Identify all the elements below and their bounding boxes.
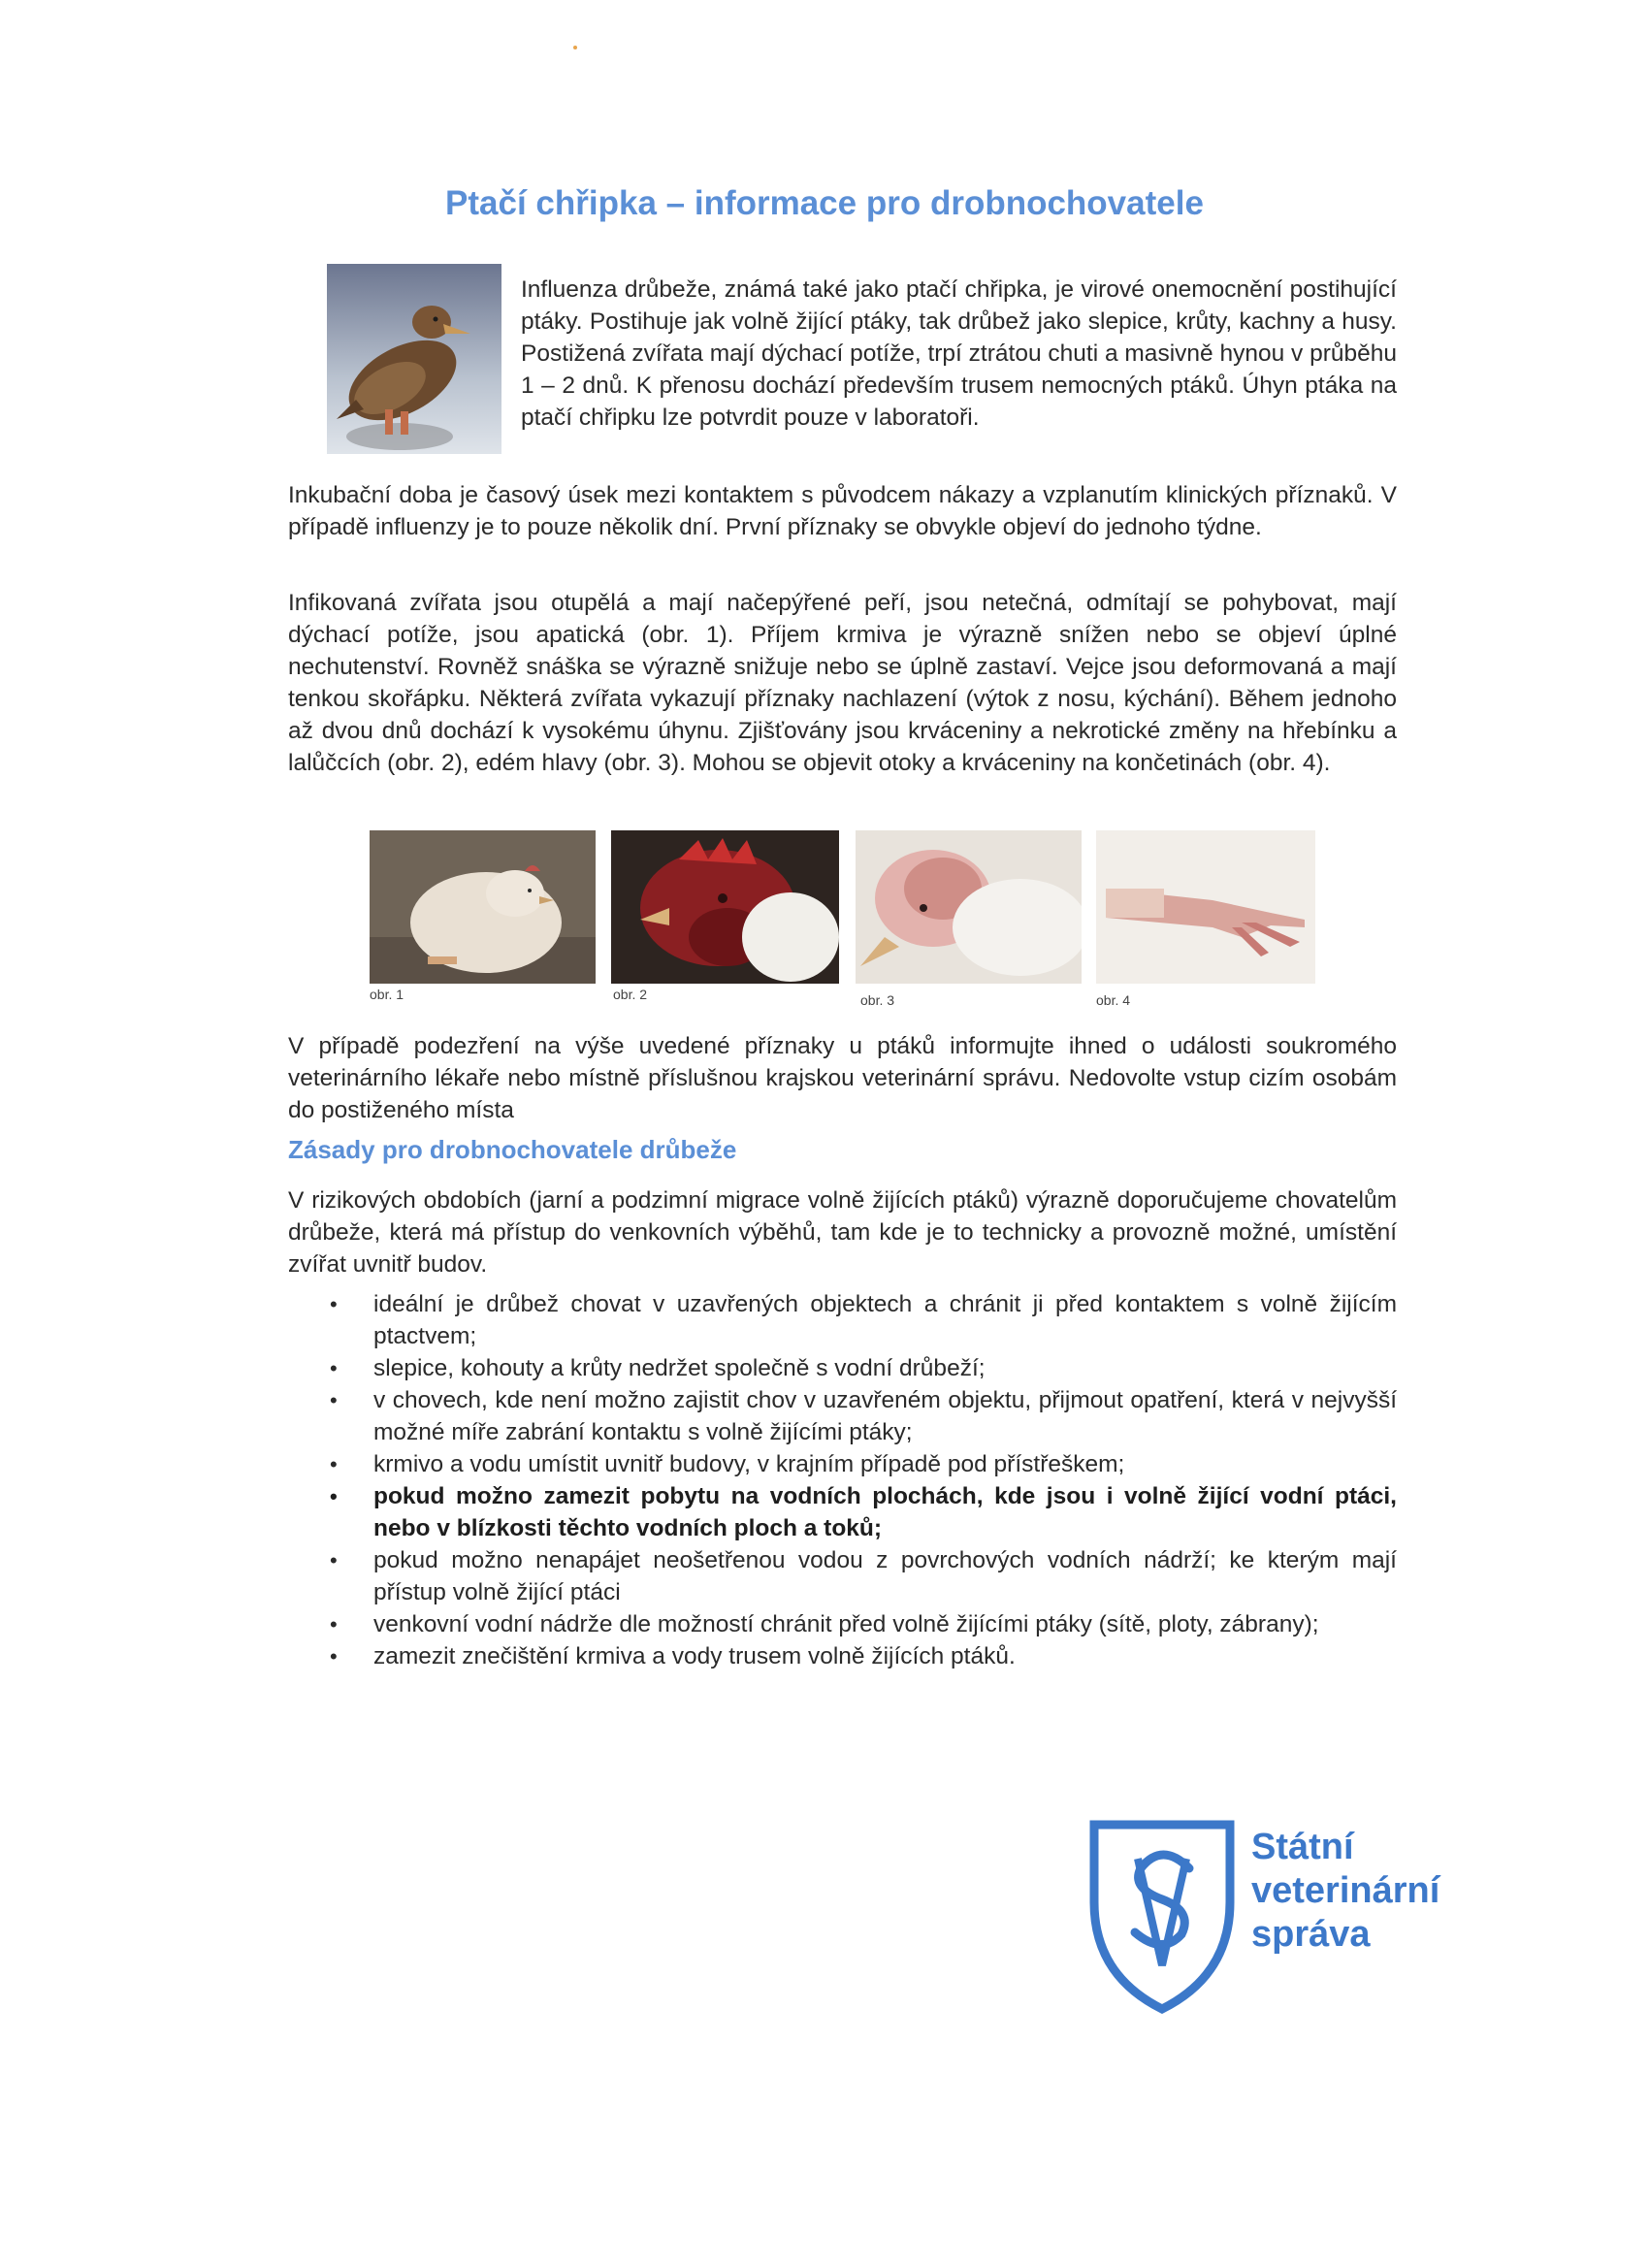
principles-list <box>330 1288 1397 1672</box>
rule-item: • slepice, kohouty a krůty nedržet společně s vodní drůbeží; <box>330 1352 1397 1384</box>
svs-logo-text <box>1251 1826 1439 1957</box>
figure-2-caption: obr. 2 <box>613 987 648 1002</box>
logo-line-1: Státní <box>1251 1827 1354 1867</box>
figure-1-photo <box>370 830 596 984</box>
logo-line-3: správa <box>1251 1914 1371 1955</box>
rule-item-emphasis: • pokud možno zamezit pobytu na vodních plochách, kde jsou i volně žijící vodní ptáci, nebo v blízkosti těchto vodních ploch a toků; <box>330 1480 1397 1544</box>
scan-speck <box>573 46 577 49</box>
page-title: Ptačí chřipka – informace pro drobnochovatele <box>445 184 1204 222</box>
rule-item: • ideální je drůbež chovat v uzavřených objektech a chránit ji před kontaktem s volně žijícím ptactvem; <box>330 1288 1397 1352</box>
rule-item: • pokud možno nenapájet neošetřenou vodou z povrchových vodních nádrží; ke kterým mají přístup volně žijící ptáci <box>330 1544 1397 1608</box>
duck-photo <box>327 264 501 454</box>
figure-2-photo <box>611 830 839 984</box>
logo-line-2: veterinární <box>1251 1870 1440 1911</box>
suspicion-paragraph: V případě podezření na výše uvedené příznaky u ptáků informujte ihned o události soukromého veterinárního lékaře nebo místně příslušnou krajskou veterinární správu. Nedovolte vstup cizím osobám do postiženého místa <box>288 1033 1397 1123</box>
figure-3-photo <box>856 830 1082 984</box>
symptoms-paragraph: Infikovaná zvířata jsou otupělá a mají načepýřené peří, jsou netečná, odmítají se pohybovat, mají dýchací potíže, jsou apatická (obr. 1). Příjem krmiva je výrazně snížen nebo se objeví úplné nechutenství. Rovněž snáška se výrazně snižuje nebo se úplně zastaví. Vejce jsou deformovaná a mají tenkou skořápku. Některá zvířata vykazují příznaky nachlazení (výtok z nosu, kýchání). Během jednoho až dvou dnů dochází k vysokému úhynu. Zjišťovány jsou krváceniny a nekrotické změny na hřebínku a lalůčcích (obr. 2), edém hlavy (obr. 3). Mohou se objevit otoky a krváceniny na končetinách (obr. 4). <box>288 590 1397 776</box>
figure-4-photo <box>1096 830 1315 984</box>
incubation-paragraph: Inkubační doba je časový úsek mezi kontaktem s původcem nákazy a vzplanutím klinických příznaků. V případě influenzy je to pouze několik dní. První příznaky se obvykle objeví do jednoho týdne. <box>288 482 1397 540</box>
figure-1-caption: obr. 1 <box>370 987 404 1002</box>
principles-intro: V rizikových obdobích (jarní a podzimní migrace volně žijících ptáků) výrazně doporučujeme chovatelům drůbeže, která má přístup do venkovních výběhů, tam kde je to technicky a provozně možné, umístění zvířat uvnitř budov. <box>288 1187 1397 1278</box>
duck-image <box>327 264 501 454</box>
figure-3-caption: obr. 3 <box>860 992 895 1008</box>
figure-4-caption: obr. 4 <box>1096 992 1131 1008</box>
rule-item: • zamezit znečištění krmiva a vody trusem volně žijících ptáků. <box>330 1640 1397 1672</box>
rule-item: • v chovech, kde není možno zajistit chov v uzavřeném objektu, přijmout opatření, která v nejvyšší možné míře zabrání kontaktu s volně žijícími ptáky; <box>330 1384 1397 1448</box>
svs-shield-icon <box>1084 1820 1240 2014</box>
intro-paragraph: Influenza drůbeže, známá také jako ptačí chřipka, je virové onemocnění postihující ptáky. Postihuje jak volně žijící ptáky, tak drůbež jako slepice, krůty, kachny a husy. Postižená zvířata mají dýchací potíže, trpí ztrátou chuti a masivně hynou v průběhu 1 – 2 dnů. K přenosu dochází především trusem nemocných ptáků. Úhyn ptáka na ptačí chřipku lze potvrdit pouze v laboratoři. <box>521 276 1397 431</box>
principles-heading: Zásady pro drobnochovatele drůbeže <box>288 1135 737 1164</box>
rule-item: • krmivo a vodu umístit uvnitř budovy, v krajním případě pod přístřeškem; <box>330 1448 1397 1480</box>
rule-item: • venkovní vodní nádrže dle možností chránit před volně žijícími ptáky (sítě, ploty, zábrany); <box>330 1608 1397 1640</box>
